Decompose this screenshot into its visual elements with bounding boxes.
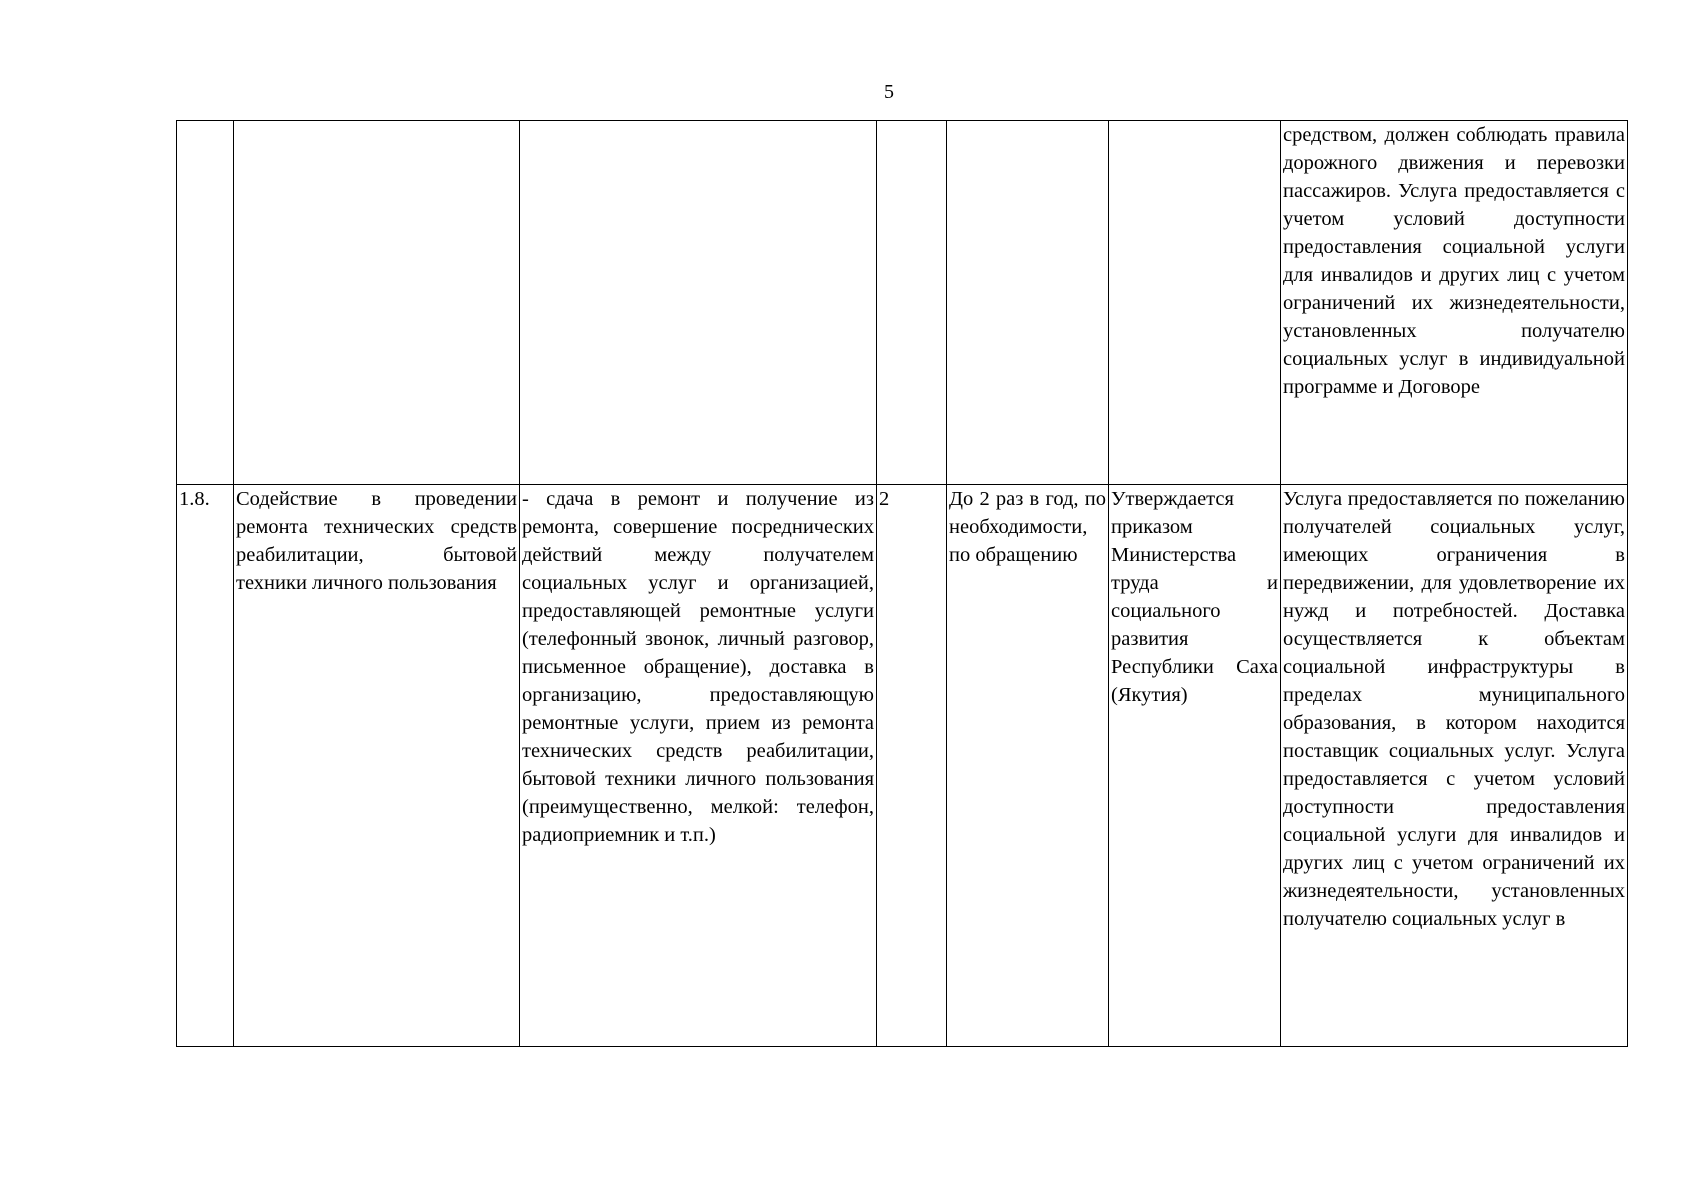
cell-volume: 2 xyxy=(877,485,947,1047)
cell-frequency: До 2 раз в год, по необходимости, по обращению xyxy=(947,485,1109,1047)
cell-description: - сдача в ремонт и получение из ремонта, совершение посреднических действий между получателем социальных услуг и организацией, предоставляющей ремонтные услуги (телефонный звонок, личный разговор, письменное обращение), доставка в организацию, предоставляющую ремонтные услуги, прием из ремонта технических средств реабилитации, бытовой техники личного пользования (преимущественно, мелкой: телефон, радиоприемник и т.п.) xyxy=(520,485,877,1047)
cell-conditions: средством, должен соблюдать правила дорожного движения и перевозки пассажиров. Услуга предоставляется с учетом условий доступности предоставления социальной услуги для инвалидов и других лиц с учетом ограничений их жизнедеятельности, установленных получателю социальных услуг в индивидуальной программе и Договоре xyxy=(1281,121,1628,485)
cell-tariff xyxy=(1109,121,1281,485)
cell-service-name xyxy=(234,121,520,485)
cell-service-name: Содействие в проведении ремонта технических средств реабилитации, бытовой техники личного пользования xyxy=(234,485,520,1047)
cell-number: 1.8. xyxy=(177,485,234,1047)
cell-volume xyxy=(877,121,947,485)
services-table xyxy=(176,120,1628,1047)
cell-frequency xyxy=(947,121,1109,485)
page-number: 5 xyxy=(884,81,894,103)
table-row-continuation xyxy=(177,121,1628,485)
table-row-1-8 xyxy=(177,485,1628,1047)
cell-description xyxy=(520,121,877,485)
cell-conditions: Услуга предоставляется по пожеланию получателей социальных услуг, имеющих ограничения в передвижении, для удовлетворение их нужд и потребностей. Доставка осуществляется к объектам социальной инфраструктуры в пределах муниципального образования, в котором находится поставщик социальных услуг. Услуга предоставляется с учетом условий доступности предоставления социальной услуги для инвалидов и других лиц с учетом ограничений их жизнедеятельности, установленных получателю социальных услуг в xyxy=(1281,485,1628,1047)
cell-tariff: Утверждается приказом Министерства труда и социального развития Республики Саха (Якутия) xyxy=(1109,485,1281,1047)
cell-number xyxy=(177,121,234,485)
